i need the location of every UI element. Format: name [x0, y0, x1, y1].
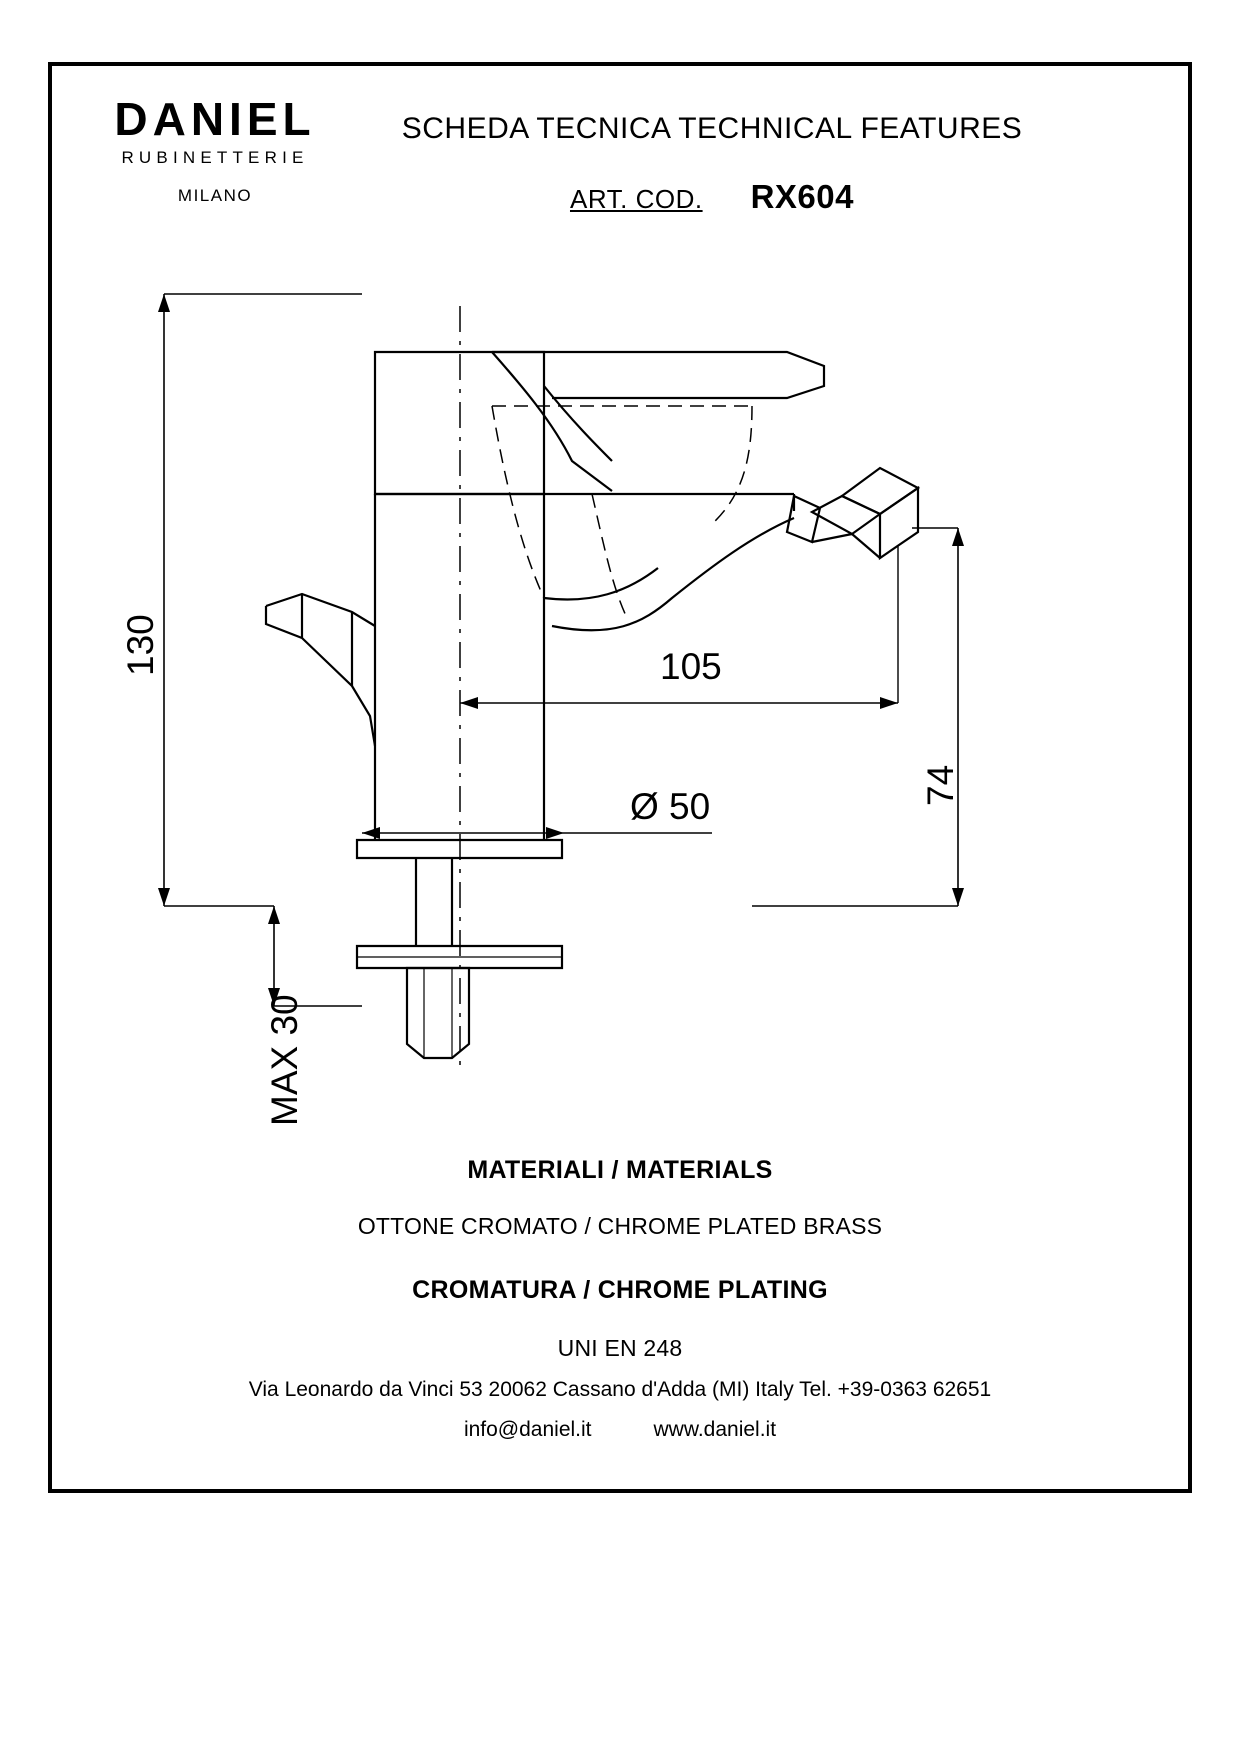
article-code-value: RX604 [750, 178, 854, 215]
footer-address: Via Leonardo da Vinci 53 20062 Cassano d'Adda (MI) Italy Tel. +39-0363 62651 [248, 1378, 992, 1401]
materials-heading: MATERIALI / MATERIALS [467, 1156, 773, 1184]
dimension-spout-reach: 105 [660, 646, 722, 687]
brand-subtitle: RUBINETTERIE [121, 148, 309, 167]
brand-name: DANIEL [114, 93, 316, 145]
technical-datasheet [48, 62, 1192, 1493]
document-title: SCHEDA TECNICA TECHNICAL FEATURES [401, 112, 1023, 145]
footer-website[interactable]: www.daniel.it [653, 1418, 777, 1441]
materials-section [52, 1156, 1188, 1362]
footer-email[interactable]: info@daniel.it [463, 1418, 592, 1441]
plating-standard: UNI EN 248 [557, 1335, 683, 1361]
article-code-label: ART. COD. [569, 184, 703, 214]
footer [52, 1378, 1188, 1442]
dimension-max-thickness: MAX 30 [264, 994, 305, 1126]
materials-body: OTTONE CROMATO / CHROME PLATED BRASS [357, 1213, 883, 1239]
faucet-drawing-svg [52, 246, 1188, 1106]
brand-logo [80, 93, 350, 206]
dimension-height: 130 [120, 614, 161, 676]
dimension-spout-height: 74 [920, 764, 961, 806]
technical-drawing [52, 246, 1188, 1126]
dimension-diameter: Ø 50 [630, 786, 711, 827]
plating-heading: CROMATURA / CHROME PLATING [412, 1276, 828, 1304]
brand-city: MILANO [177, 186, 253, 205]
footer-contacts [52, 1418, 1188, 1442]
article-code-row [352, 178, 1072, 216]
